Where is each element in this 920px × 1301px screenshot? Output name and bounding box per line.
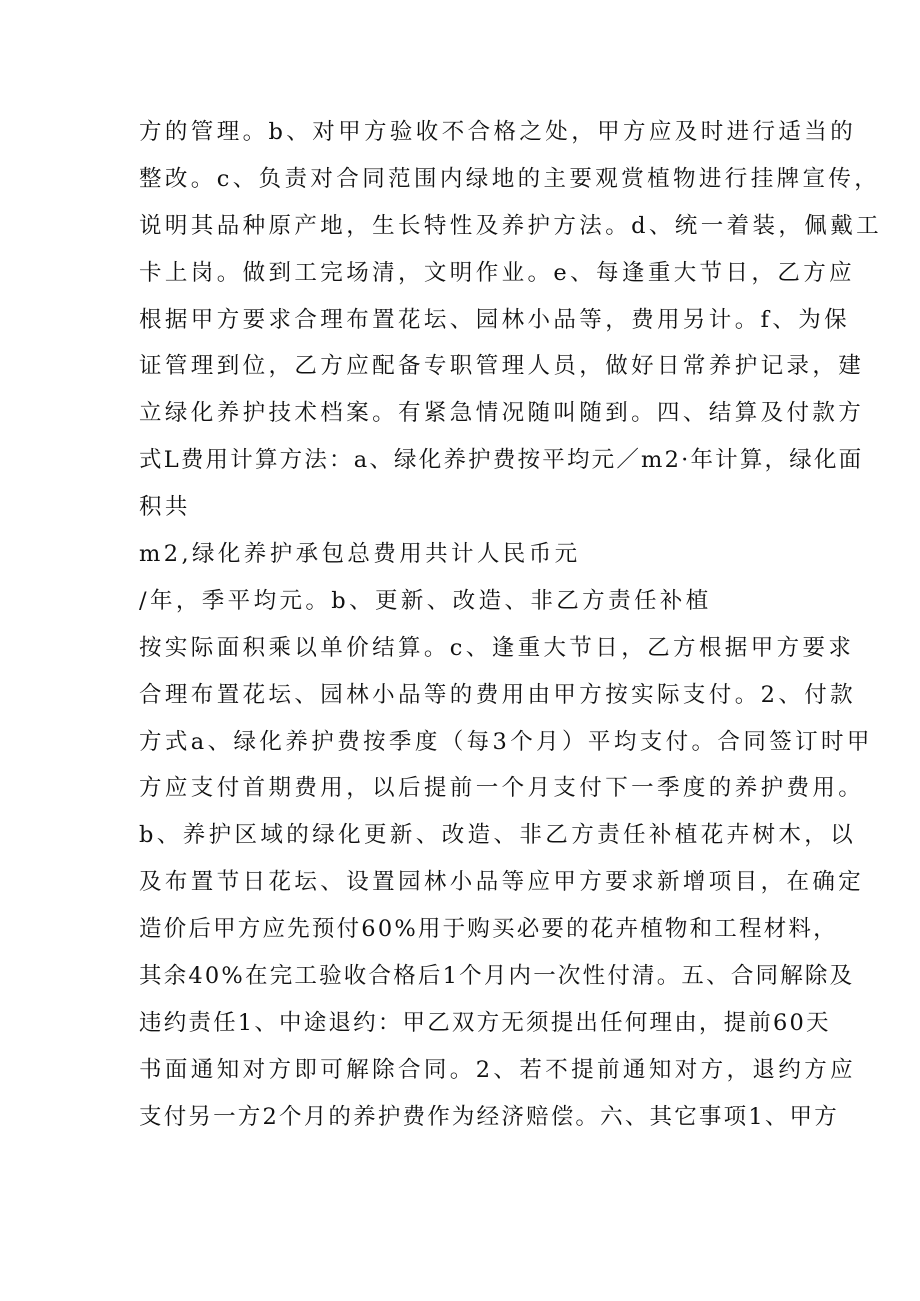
text-line-14: 方式a、绿化养护费按季度（每3个月）平均支付。合同签订时甲: [139, 728, 873, 755]
text-line-1: 方的管理。b、对甲方验收不合格之处，甲方应及时进行适当的: [139, 119, 857, 145]
text-line-20: 违约责任1、中途退约：甲乙双方无须提出任何理由，提前60天: [139, 1009, 831, 1036]
text-line-16: b、养护区域的绿化更新、改造、非乙方责任补植花卉树木，以: [139, 822, 857, 849]
contract-text-body: [139, 113, 883, 1145]
text-line-8: 式L费用计算方法：a、绿化养护费按平均元／m2·年计算，绿化面: [139, 447, 864, 474]
text-line-15: 方应支付首期费用，以后提前一个月支付下一季度的养护费用。: [139, 775, 865, 802]
text-line-9: 积共: [139, 494, 191, 521]
text-line-11: /年，季平均元。b、更新、改造、非乙方责任补植: [139, 587, 712, 614]
text-line-5: 根据甲方要求合理布置花坛、园林小品等，费用另计。f、为保: [139, 306, 851, 333]
text-line-21: 书面通知对方即可解除合同。2、若不提前通知对方，退约方应: [139, 1056, 857, 1083]
text-line-12: 按实际面积乘以单价结算。c、逢重大节日，乙方根据甲方要求: [139, 634, 855, 661]
text-line-18: 造价后甲方应先预付60%用于购买必要的花卉植物和工程材料，: [139, 916, 838, 943]
text-line-3: 说明其品种原产地，生长特性及养护方法。d、统一着装，佩戴工: [139, 212, 883, 239]
text-line-17: 及布置节日花坛、设置园林小品等应甲方要求新增项目，在确定: [139, 869, 865, 896]
text-line-2: 整改。c、负责对合同范围内绿地的主要观赏植物进行挂牌宣传，: [139, 165, 881, 192]
text-line-4: 卡上岗。做到工完场清，文明作业。e、每逢重大节日，乙方应: [139, 259, 856, 286]
text-line-19: 其余40%在完工验收合格后1个月内一次性付清。五、合同解除及: [139, 963, 855, 990]
text-line-22: 支付另一方2个月的养护费作为经济赔偿。六、其它事项1、甲方: [139, 1103, 839, 1130]
text-line-13: 合理布置花坛、园林小品等的费用由甲方按实际支付。2、付款: [139, 681, 857, 708]
text-line-6: 证管理到位，乙方应配备专职管理人员，做好日常养护记录，建: [139, 353, 865, 380]
text-line-7: 立绿化养护技术档案。有紧急情况随叫随到。四、结算及付款方: [139, 400, 865, 427]
text-line-10: m2,绿化养护承包总费用共计人民币元: [139, 541, 581, 568]
